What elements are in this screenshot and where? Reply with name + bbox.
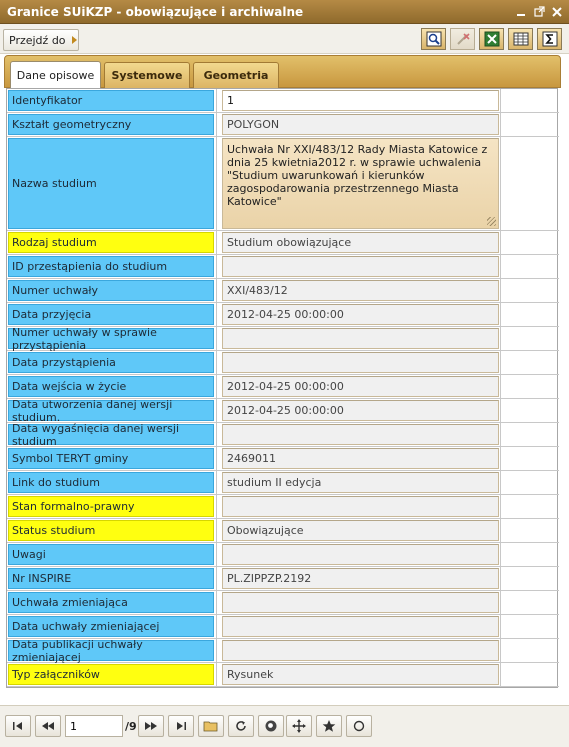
close-icon[interactable]: [550, 5, 564, 19]
field-value-text: Obowiązujące: [227, 524, 304, 537]
form-row: [7, 279, 559, 303]
field-value-text: Uchwała Nr XXI/483/12 Rady Miasta Katowice z dnia 25 kwietnia2012 r. w sprawie uchwalenia "Studium uwarunkowań i kierunków zagospodarowania przestrzennego Miasta Katowice": [227, 143, 488, 208]
field-value-text: PL.ZIPPZP.2192: [227, 572, 312, 585]
field-label: Rodzaj studium: [8, 232, 214, 253]
refresh-icon: [234, 719, 248, 733]
page-total: /9: [125, 720, 137, 733]
field-value[interactable]: [222, 448, 499, 469]
pager-bar: [0, 705, 569, 747]
export-excel-button[interactable]: [479, 28, 504, 50]
form-row: [7, 351, 559, 375]
form-row: [7, 231, 559, 255]
toolbar: [0, 24, 569, 54]
field-label: ID przestąpienia do studium: [8, 256, 214, 277]
goto-label: Przejdź do: [9, 33, 66, 47]
zoom-map-icon: [426, 31, 442, 47]
field-value-text: 2012-04-25 00:00:00: [227, 380, 344, 393]
arrow-right-icon: [72, 36, 77, 44]
previous-page-icon: [41, 721, 55, 731]
window-title-bar: [0, 0, 569, 24]
edit-disabled-button[interactable]: [450, 28, 475, 50]
first-page-button[interactable]: [5, 715, 31, 737]
field-label: Identyfikator: [8, 90, 214, 111]
favorite-button[interactable]: [316, 715, 342, 737]
tab-dane-opisowe[interactable]: Dane opisowe: [10, 61, 101, 89]
window-title: Granice SUiKZP - obowiązujące i archiwalne: [7, 4, 304, 19]
open-folder-button[interactable]: [198, 715, 224, 737]
field-value[interactable]: [222, 90, 499, 111]
field-label: Data uchwały zmieniającej: [8, 616, 214, 637]
tab-geometria[interactable]: Geometria: [193, 62, 279, 88]
field-label: Stan formalno-prawny: [8, 496, 214, 517]
field-value-text: studium II edycja: [227, 476, 322, 489]
field-value-text: 2469011: [227, 452, 276, 465]
field-value[interactable]: [222, 232, 499, 253]
tab-strip: [4, 55, 561, 88]
form-row: [7, 113, 559, 137]
field-value[interactable]: [222, 424, 499, 445]
field-value[interactable]: [222, 592, 499, 613]
search-button[interactable]: [258, 715, 284, 737]
form-row: [7, 375, 559, 399]
field-label: Uwagi: [8, 544, 214, 565]
move-arrows-icon: [292, 719, 306, 733]
sum-button[interactable]: [537, 28, 562, 50]
page-number-input[interactable]: [65, 715, 123, 737]
field-label: Symbol TERYT gminy: [8, 448, 214, 469]
circle-tool-button[interactable]: [346, 715, 372, 737]
form-row: [7, 615, 559, 639]
field-value[interactable]: [222, 114, 499, 135]
form-row: [7, 89, 559, 113]
field-value-text: 2012-04-25 00:00:00: [227, 308, 344, 321]
field-value[interactable]: [222, 304, 499, 325]
field-value-text: POLYGON: [227, 118, 280, 131]
form-row: [7, 399, 559, 423]
field-value-text: Rysunek: [227, 668, 274, 681]
field-label: Data przystąpienia: [8, 352, 214, 373]
form-row: [7, 255, 559, 279]
form-row: [7, 591, 559, 615]
field-label: Link do studium: [8, 472, 214, 493]
field-value[interactable]: [222, 616, 499, 637]
field-label: Nazwa studium: [8, 138, 214, 229]
field-textarea[interactable]: [222, 138, 499, 229]
field-label: Numer uchwały: [8, 280, 214, 301]
table-view-button[interactable]: [508, 28, 533, 50]
next-page-icon: [144, 721, 158, 731]
field-value-text: Studium obowiązujące: [227, 236, 352, 249]
form-row: [7, 447, 559, 471]
field-label: Data wejścia w życie: [8, 376, 214, 397]
field-label: Data wygaśnięcia danej wersji studium: [8, 424, 214, 445]
form-row: [7, 663, 559, 687]
popout-icon[interactable]: [532, 5, 546, 19]
folder-icon: [203, 720, 219, 732]
form-row: [7, 423, 559, 447]
resize-grip-icon[interactable]: [487, 217, 496, 226]
field-label: Data utworzenia danej wersji studium.: [8, 400, 214, 421]
star-icon: [322, 719, 336, 733]
field-label: Data publikacji uchwały zmieniającej: [8, 640, 214, 661]
form-row: [7, 471, 559, 495]
field-value[interactable]: [222, 376, 499, 397]
form-row: [7, 327, 559, 351]
form-row: [7, 303, 559, 327]
tab-systemowe[interactable]: Systemowe: [104, 62, 190, 88]
move-button[interactable]: [286, 715, 312, 737]
field-value[interactable]: [222, 328, 499, 349]
form-row: [7, 519, 559, 543]
attribute-form: [6, 88, 558, 688]
field-value[interactable]: [222, 568, 499, 589]
field-value[interactable]: [222, 472, 499, 493]
next-page-button[interactable]: [138, 715, 164, 737]
minimize-icon[interactable]: [514, 5, 528, 19]
field-label: Typ załączników: [8, 664, 214, 685]
last-page-button[interactable]: [168, 715, 194, 737]
field-value[interactable]: [222, 400, 499, 421]
field-label: Nr INSPIRE: [8, 568, 214, 589]
field-value-text: 1: [227, 94, 234, 107]
field-value[interactable]: [222, 544, 499, 565]
edit-cross-icon: [455, 31, 471, 47]
field-value[interactable]: [222, 520, 499, 541]
field-value[interactable]: [222, 496, 499, 517]
form-row: [7, 567, 559, 591]
field-value[interactable]: [222, 664, 499, 685]
zoom-to-object-button[interactable]: [421, 28, 446, 50]
goto-button[interactable]: [3, 29, 79, 51]
sigma-icon: [542, 31, 558, 47]
table-icon: [513, 31, 529, 47]
field-label: Kształt geometryczny: [8, 114, 214, 135]
field-value-text: XXI/483/12: [227, 284, 288, 297]
field-label: Uchwała zmieniająca: [8, 592, 214, 613]
form-row: [7, 137, 559, 231]
form-row: [7, 639, 559, 663]
circle-icon: [352, 719, 366, 733]
field-label: Status studium: [8, 520, 214, 541]
first-page-icon: [12, 721, 24, 731]
field-value-text: 2012-04-25 00:00:00: [227, 404, 344, 417]
field-value[interactable]: [222, 280, 499, 301]
field-value[interactable]: [222, 352, 499, 373]
last-page-icon: [175, 721, 187, 731]
search-icon: [264, 719, 278, 733]
refresh-button[interactable]: [228, 715, 254, 737]
field-value[interactable]: [222, 256, 499, 277]
form-row: [7, 495, 559, 519]
field-label: Numer uchwały w sprawie przystąpienia: [8, 328, 214, 349]
field-value[interactable]: [222, 640, 499, 661]
previous-page-button[interactable]: [35, 715, 61, 737]
field-label: Data przyjęcia: [8, 304, 214, 325]
excel-icon: [484, 31, 500, 47]
form-row: [7, 543, 559, 567]
